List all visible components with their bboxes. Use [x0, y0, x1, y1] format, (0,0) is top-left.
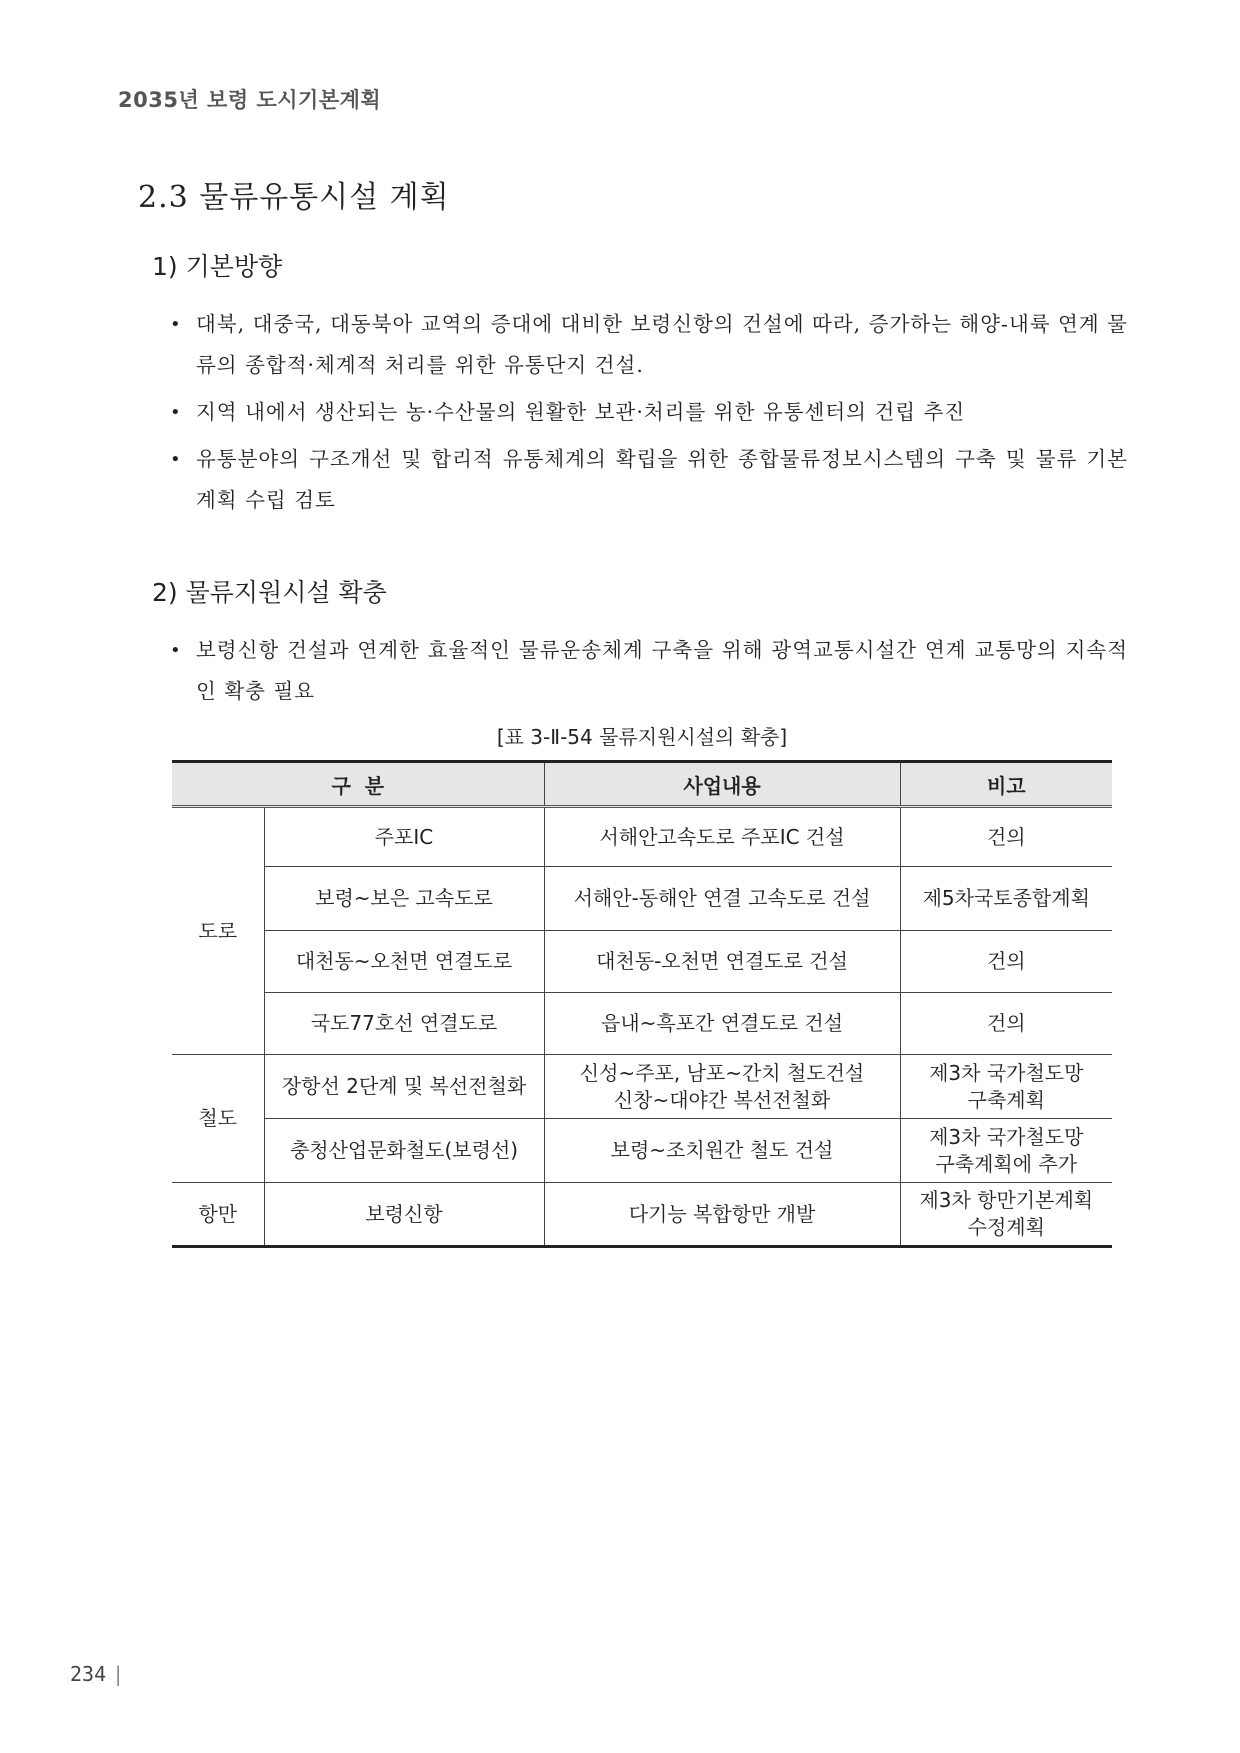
- page-number-separator: |: [112, 1662, 125, 1686]
- item-cell: 대천동~오천면 연결도로: [264, 931, 544, 993]
- content-cell: 대천동-오천면 연결도로 건설: [544, 931, 900, 993]
- subsection-title-logistics-support: 2) 물류지원시설 확충: [152, 578, 387, 607]
- group-rail: 철도: [172, 1055, 264, 1183]
- basic-direction-list: [168, 304, 1128, 527]
- group-road: 도로: [172, 807, 264, 1055]
- note-cell: [900, 1183, 1112, 1247]
- table-row: [172, 1055, 1112, 1119]
- note-line: 제3차 국가철도망: [929, 1124, 1084, 1149]
- header-category: 구 분: [172, 762, 544, 807]
- item-cell: 장항선 2단계 및 복선전철화: [264, 1055, 544, 1119]
- content-line: 신창~대야간 복선전철화: [613, 1087, 831, 1112]
- note-cell: 제5차국토종합계획: [900, 867, 1112, 931]
- bullet-icon: •: [170, 640, 182, 661]
- bullet-item: • 대북, 대중국, 대동북아 교역의 증대에 대비한 보령신항의 건설에 따라, 증가하는 해양-내륙 연계 물류의 종합적·체계적 처리를 위한 유통단지 건설.: [168, 304, 1128, 386]
- item-cell: 주포IC: [264, 807, 544, 867]
- table-row: [172, 867, 1112, 931]
- note-line: 제3차 국가철도망: [929, 1060, 1084, 1085]
- note-line: 구축계획에 추가: [935, 1151, 1078, 1176]
- content-cell: 서해안고속도로 주포IC 건설: [544, 807, 900, 867]
- content-cell: 다기능 복합항만 개발: [544, 1183, 900, 1247]
- content-cell: 보령~조치원간 철도 건설: [544, 1119, 900, 1183]
- logistics-support-list: [168, 630, 1128, 718]
- table-row: [172, 993, 1112, 1055]
- header-note: 비고: [900, 762, 1112, 807]
- table-row: [172, 1183, 1112, 1247]
- item-cell: 보령~보은 고속도로: [264, 867, 544, 931]
- bullet-icon: •: [170, 314, 182, 335]
- note-line: 구축계획: [967, 1087, 1045, 1112]
- note-cell: [900, 1055, 1112, 1119]
- content-cell: 서해안-동해안 연결 고속도로 건설: [544, 867, 900, 931]
- content-line: 신성~주포, 남포~간치 철도건설: [579, 1060, 865, 1085]
- note-line: 제3차 항만기본계획: [919, 1188, 1094, 1212]
- bullet-icon: •: [170, 402, 182, 423]
- bullet-item: • 유통분야의 구조개선 및 합리적 유통체계의 확립을 위한 종합물류정보시스템의 구축 및 물류 기본계획 수립 검토: [168, 439, 1128, 521]
- running-header: 2035년 보령 도시기본계획: [118, 88, 382, 112]
- section-title: 2.3 물류유통시설 계획: [138, 180, 450, 215]
- table-caption: [표 3-Ⅱ-54 물류지원시설의 확충]: [496, 725, 788, 749]
- bullet-icon: •: [170, 449, 182, 470]
- item-cell: 국도77호선 연결도로: [264, 993, 544, 1055]
- logistics-table: [172, 760, 1112, 1248]
- table-row: [172, 807, 1112, 867]
- header-content: 사업내용: [544, 762, 900, 807]
- item-cell: 보령신항: [264, 1183, 544, 1247]
- table-row: [172, 1119, 1112, 1183]
- subsection-title-basic-direction: 1) 기본방향: [152, 252, 283, 281]
- table-row: [172, 931, 1112, 993]
- page-number: [70, 1662, 124, 1686]
- item-cell: 충청산업문화철도(보령선): [264, 1119, 544, 1183]
- content-cell: [544, 1055, 900, 1119]
- note-cell: [900, 1119, 1112, 1183]
- page-number-value: 234: [70, 1662, 107, 1686]
- table-header-row: [172, 762, 1112, 807]
- bullet-item: • 보령신항 건설과 연계한 효율적인 물류운송체계 구축을 위해 광역교통시설간 연계 교통망의 지속적인 확충 필요: [168, 630, 1128, 712]
- bullet-item: • 지역 내에서 생산되는 농·수산물의 원활한 보관·처리를 위한 유통센터의 건립 추진: [168, 392, 1128, 433]
- content-cell: 읍내~흑포간 연결도로 건설: [544, 993, 900, 1055]
- note-cell: 건의: [900, 993, 1112, 1055]
- note-cell: 건의: [900, 931, 1112, 993]
- group-port: 항만: [172, 1183, 264, 1247]
- note-cell: 건의: [900, 807, 1112, 867]
- note-line: 수정계획: [967, 1215, 1045, 1239]
